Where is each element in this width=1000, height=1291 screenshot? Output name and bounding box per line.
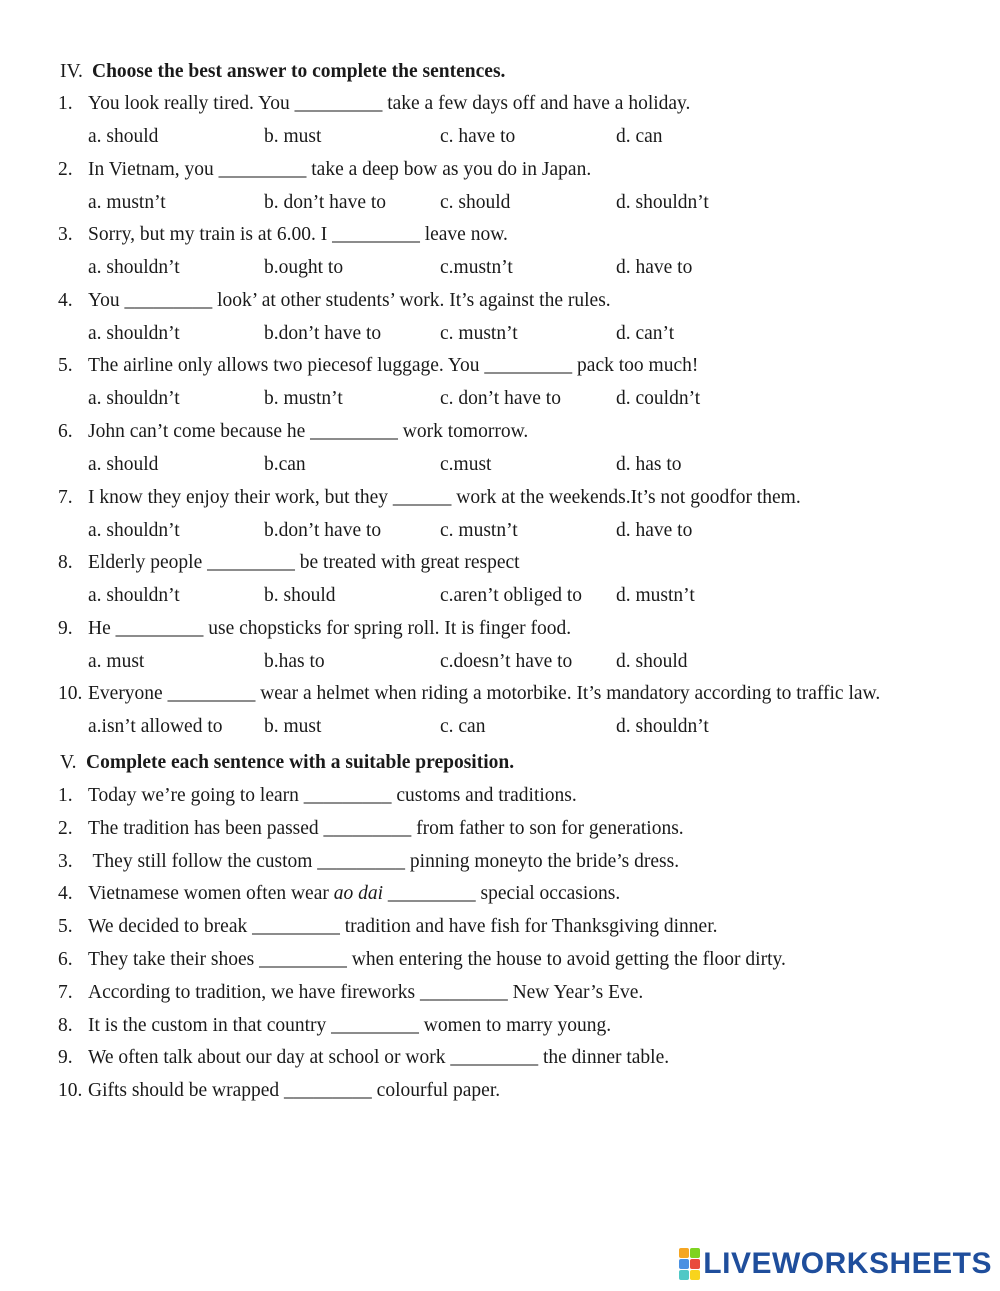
answer-option-c[interactable]: c. have to: [440, 126, 516, 147]
question-9: [0, 612, 1000, 645]
question-text: You _________ look’ at other students’ work. It’s against the rules.: [88, 289, 611, 311]
answer-option-b[interactable]: b.has to: [264, 650, 325, 672]
sentence-9: [0, 1041, 1000, 1074]
sentence-text: We often talk about our day at school or work _________ the dinner table.: [88, 1047, 670, 1069]
sentence-1: [0, 779, 1000, 812]
answer-option-b[interactable]: b. don’t have to: [264, 191, 387, 213]
answer-option-a[interactable]: a. shouldn’t: [88, 257, 180, 279]
sentence-2: [0, 812, 1000, 845]
answer-option-d[interactable]: d. can’t: [616, 322, 675, 344]
answer-option-d[interactable]: d. couldn’t: [616, 388, 701, 410]
section-iv-heading: [0, 55, 1000, 88]
sentence-text: Gifts should be wrapped _________ colourful paper.: [88, 1080, 501, 1102]
answer-option-a[interactable]: a. mustn’t: [88, 191, 166, 213]
question-8-options: [0, 579, 1000, 612]
question-number: 3.: [58, 224, 73, 246]
answer-option-b[interactable]: b.ought to: [264, 257, 344, 279]
sentence-number: 1.: [58, 785, 73, 806]
question-text: You look really tired. You _________ take a few days off and have a holiday.: [88, 93, 691, 114]
answer-option-c[interactable]: c. mustn’t: [440, 322, 518, 344]
answer-option-b[interactable]: b.can: [264, 454, 306, 475]
answer-option-a[interactable]: a. should: [88, 454, 159, 475]
answer-option-b[interactable]: b. mustn’t: [264, 388, 343, 410]
answer-option-c[interactable]: c.aren’t obliged to: [440, 585, 583, 607]
answer-option-b[interactable]: b.don’t have to: [264, 322, 382, 344]
question-3: [0, 218, 1000, 251]
question-text: Elderly people _________ be treated with great respect: [88, 552, 520, 574]
question-text: Sorry, but my train is at 6.00. I _________ leave now.: [88, 224, 508, 246]
answer-option-b[interactable]: b. must: [264, 126, 322, 147]
logo-square: [690, 1270, 700, 1280]
answer-option-b[interactable]: b.don’t have to: [264, 519, 382, 541]
question-7: [0, 481, 1000, 514]
sentence-number: 6.: [58, 949, 73, 970]
sentence-number: 8.: [58, 1014, 73, 1036]
question-number: 4.: [58, 289, 73, 311]
question-number: 7.: [58, 486, 73, 508]
sentence-text: They take their shoes _________ when entering the house to avoid getting the floor dirty.: [88, 949, 786, 970]
sentence-7: [0, 976, 1000, 1009]
answer-option-c[interactable]: c.doesn’t have to: [440, 650, 573, 672]
sentence-5: [0, 910, 1000, 943]
sentence-text: Today we’re going to learn _________ customs and traditions.: [88, 785, 577, 806]
sentence-text: They still follow the custom _________ pinning moneyto the bride’s dress.: [88, 850, 680, 872]
sentence-number: 2.: [58, 817, 73, 839]
question-4: [0, 284, 1000, 317]
question-4-options: [0, 317, 1000, 350]
question-5: [0, 349, 1000, 382]
sentence-text-italic: ao dai: [333, 883, 384, 905]
answer-option-a[interactable]: a. shouldn’t: [88, 322, 180, 344]
question-9-options: [0, 645, 1000, 678]
sentence-number: 9.: [58, 1047, 73, 1069]
question-number: 10.: [58, 683, 83, 705]
question-text: In Vietnam, you _________ take a deep bow as you do in Japan.: [88, 158, 592, 180]
section-iv-roman: IV.: [60, 61, 83, 82]
answer-option-b[interactable]: b. should: [264, 585, 336, 607]
question-6-options: [0, 448, 1000, 481]
sentence-text: The tradition has been passed _________ from father to son for generations.: [88, 817, 684, 839]
sentence-text: We decided to break _________ tradition and have fish for Thanksgiving dinner.: [88, 916, 718, 938]
sentence-10: [0, 1074, 1000, 1107]
sentence-3: [0, 845, 1000, 878]
sentence-number: 7.: [58, 981, 73, 1003]
sentence-text-end: _________ special occasions.: [383, 883, 621, 905]
logo-square: [690, 1248, 700, 1258]
answer-option-c[interactable]: c.mustn’t: [440, 257, 513, 279]
answer-option-d[interactable]: d. has to: [616, 454, 682, 475]
question-number: 2.: [58, 158, 73, 180]
section-v-heading: [0, 746, 1000, 779]
sentence-number: 4.: [58, 883, 73, 905]
section-iv-instruction: Choose the best answer to complete the sentences.: [92, 61, 506, 82]
logo-square: [679, 1259, 689, 1269]
answer-option-d[interactable]: d. have to: [616, 519, 693, 541]
sentence-text: [88, 877, 620, 910]
question-3-options: [0, 251, 1000, 284]
question-1: [0, 87, 1000, 120]
sentence-number: 3.: [58, 850, 73, 872]
sentence-number: 5.: [58, 916, 73, 938]
sentence-text: It is the custom in that country _________ women to marry young.: [88, 1014, 612, 1036]
question-10: [0, 677, 1000, 710]
logo-square: [690, 1259, 700, 1269]
logo-square: [679, 1248, 689, 1258]
answer-option-a[interactable]: a.isn’t allowed to: [88, 716, 223, 738]
sentence-6: [0, 943, 1000, 976]
question-number: 1.: [58, 93, 73, 114]
answer-option-c[interactable]: c. can: [440, 716, 486, 738]
answer-option-d[interactable]: d. should: [616, 650, 688, 672]
answer-option-d[interactable]: d. shouldn’t: [616, 191, 709, 213]
question-text: He _________ use chopsticks for spring roll. It is finger food.: [88, 617, 572, 639]
answer-option-d[interactable]: d. can: [616, 126, 663, 147]
answer-option-a[interactable]: a. shouldn’t: [88, 388, 180, 410]
answer-option-b[interactable]: b. must: [264, 716, 322, 738]
question-number: 5.: [58, 355, 73, 377]
question-1-options: [0, 120, 1000, 153]
sentence-4: [0, 877, 1000, 910]
answer-option-a[interactable]: a. should: [88, 126, 159, 147]
answer-option-a[interactable]: a. shouldn’t: [88, 585, 180, 607]
section-v-roman: V.: [60, 752, 77, 773]
sentence-number: 10.: [58, 1080, 83, 1102]
answer-option-a[interactable]: a. shouldn’t: [88, 519, 180, 541]
question-text: The airline only allows two piecesof luggage. You _________ pack too much!: [88, 355, 699, 377]
question-text: John can’t come because he _________ work tomorrow.: [88, 421, 529, 442]
question-number: 6.: [58, 421, 73, 442]
question-2-options: [0, 186, 1000, 219]
liveworksheets-logo-text: LIVEWORKSHEETS: [703, 1247, 992, 1280]
question-7-options: [0, 514, 1000, 547]
question-number: 8.: [58, 552, 73, 574]
sentence-text-start: Vietnamese women often wear: [88, 883, 334, 905]
answer-option-c[interactable]: c. mustn’t: [440, 519, 518, 541]
answer-option-c[interactable]: c.must: [440, 454, 492, 475]
answer-option-a[interactable]: a. must: [88, 650, 145, 672]
liveworksheets-logo: [679, 1247, 992, 1281]
answer-option-c[interactable]: c. don’t have to: [440, 388, 561, 410]
question-2: [0, 153, 1000, 186]
question-5-options: [0, 382, 1000, 415]
question-10-options: [0, 710, 1000, 743]
liveworksheets-logo-icon: [679, 1248, 700, 1280]
question-number: 9.: [58, 617, 73, 639]
question-8: [0, 546, 1000, 579]
answer-option-d[interactable]: d. mustn’t: [616, 585, 695, 607]
question-text: I know they enjoy their work, but they ______ work at the weekends.It’s not goodfor them.: [88, 486, 801, 508]
sentence-8: [0, 1009, 1000, 1042]
logo-square: [679, 1270, 689, 1280]
answer-option-d[interactable]: d. have to: [616, 257, 693, 279]
question-text: Everyone _________ wear a helmet when riding a motorbike. It’s mandatory according to traffic law.: [88, 683, 881, 705]
answer-option-d[interactable]: d. shouldn’t: [616, 716, 709, 738]
section-v-instruction: Complete each sentence with a suitable preposition.: [86, 752, 515, 773]
question-6: [0, 415, 1000, 448]
sentence-text: According to tradition, we have fireworks _________ New Year’s Eve.: [88, 981, 644, 1003]
answer-option-c[interactable]: c. should: [440, 191, 511, 213]
